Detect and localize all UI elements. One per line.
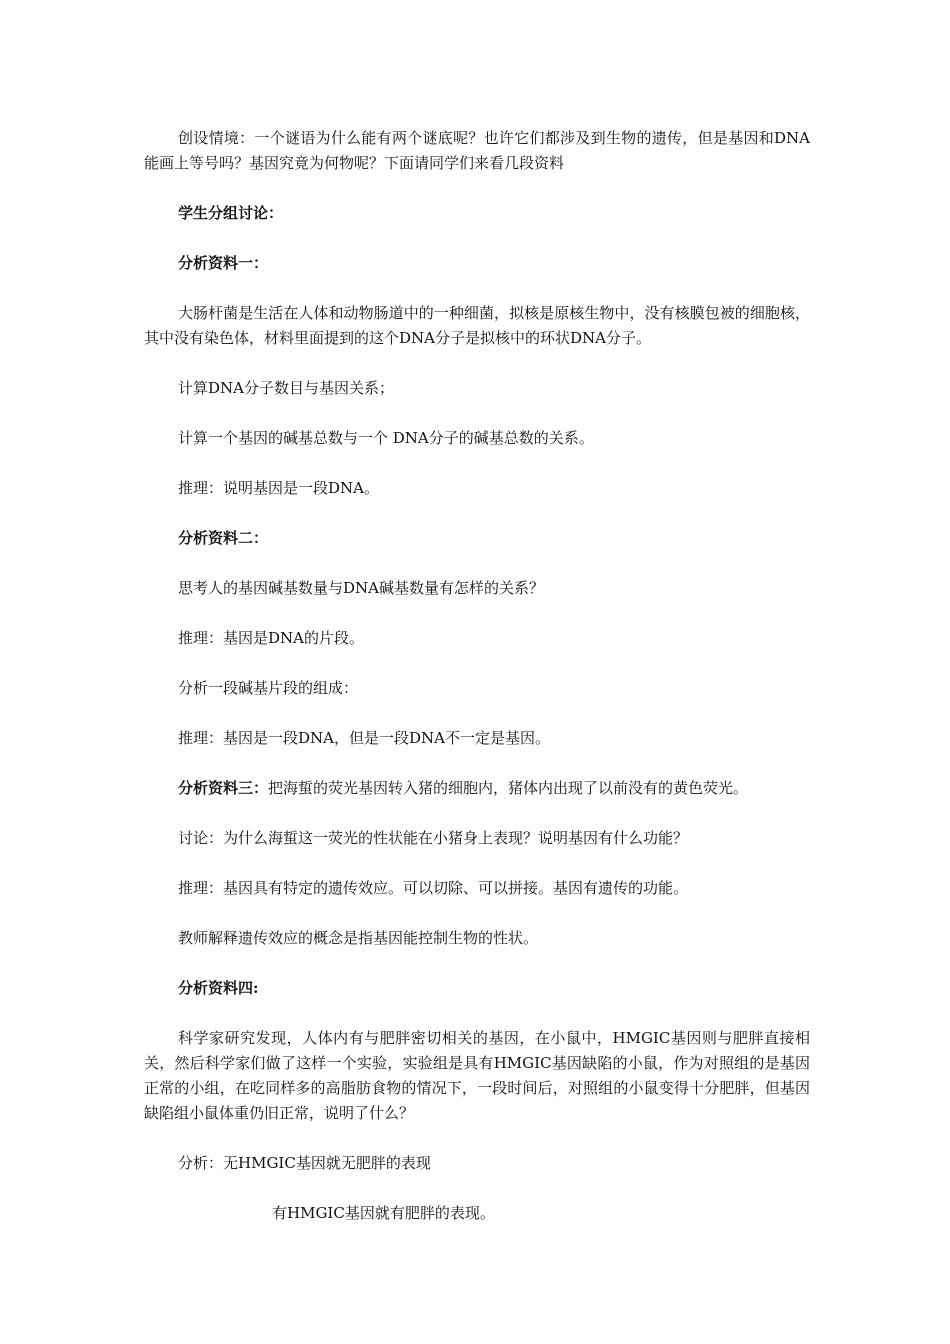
discussion-paragraph: 讨论：为什么海蜇这一荧光的性状能在小猪身上表现？说明基因有什么功能？ bbox=[178, 829, 689, 847]
material-3-body: 把海蜇的荧光基因转入猪的细胞内，猪体内出现了以前没有的黄色荧光。 bbox=[268, 779, 749, 797]
material-4-heading: 分析资料四: bbox=[178, 979, 259, 997]
calc-base-total-paragraph: 计算一个基因的碱基总数与一个 DNA分子的碱基总数的关系。 bbox=[178, 429, 594, 447]
analysis-1-paragraph: 分析：无HMGIC基因就无肥胖的表现 bbox=[178, 1154, 431, 1172]
material-2-heading: 分析资料二： bbox=[178, 529, 269, 547]
analyze-segment-paragraph: 分析一段碱基片段的组成： bbox=[178, 679, 359, 697]
inference-2-paragraph: 推理：基因是DNA的片段。 bbox=[178, 629, 364, 647]
inference-4-paragraph: 推理：基因具有特定的遗传效应。可以切除、可以拼接。基因有遗传的功能。 bbox=[178, 879, 689, 897]
material-1-paragraph: 大肠杆菌是生活在人体和动物肠道中的一种细菌，拟核是原核生物中，没有核膜包被的细胞核，其中没有染色体，材料里面提到的这个DNA分子是拟核中的环状DNA分子。 bbox=[144, 304, 810, 347]
material-1-heading: 分析资料一： bbox=[178, 254, 269, 272]
calc-dna-gene-paragraph: 计算DNA分子数目与基因关系； bbox=[178, 379, 394, 397]
document-body bbox=[144, 126, 810, 1251]
teacher-explain-paragraph: 教师解释遗传效应的概念是指基因能控制生物的性状。 bbox=[178, 929, 539, 947]
analysis-2-paragraph: 有HMGIC基因就有肥胖的表现。 bbox=[272, 1204, 495, 1222]
intro-paragraph: 创设情境：一个谜语为什么能有两个谜底呢？也许它们都涉及到生物的遗传，但是基因和DNA能画上等号吗？基因究竟为何物呢？下面请同学们来看几段资料 bbox=[144, 129, 810, 172]
material-4-paragraph: 科学家研究发现，人体内有与肥胖密切相关的基因，在小鼠中，HMGIC基因则与肥胖直接相关，然后科学家们做了这样一个实验，实验组是具有HMGIC基因缺陷的小鼠，作为对照组的是基因正常的小组，在吃同样多的高脂肪食物的情况下，一段时间后，对照组的小鼠变得十分肥胖，但基因缺陷组小鼠体重仍旧正常，说明了什么？ bbox=[144, 1029, 810, 1122]
inference-3-paragraph: 推理：基因是一段DNA，但是一段DNA不一定是基因。 bbox=[178, 729, 550, 747]
inference-1-paragraph: 推理：说明基因是一段DNA。 bbox=[178, 479, 379, 497]
think-paragraph: 思考人的基因碱基数量与DNA碱基数量有怎样的关系？ bbox=[178, 579, 544, 597]
group-discussion-heading: 学生分组讨论： bbox=[178, 204, 284, 222]
material-3-heading: 分析资料三： bbox=[178, 779, 269, 797]
material-3-paragraph bbox=[144, 776, 810, 801]
